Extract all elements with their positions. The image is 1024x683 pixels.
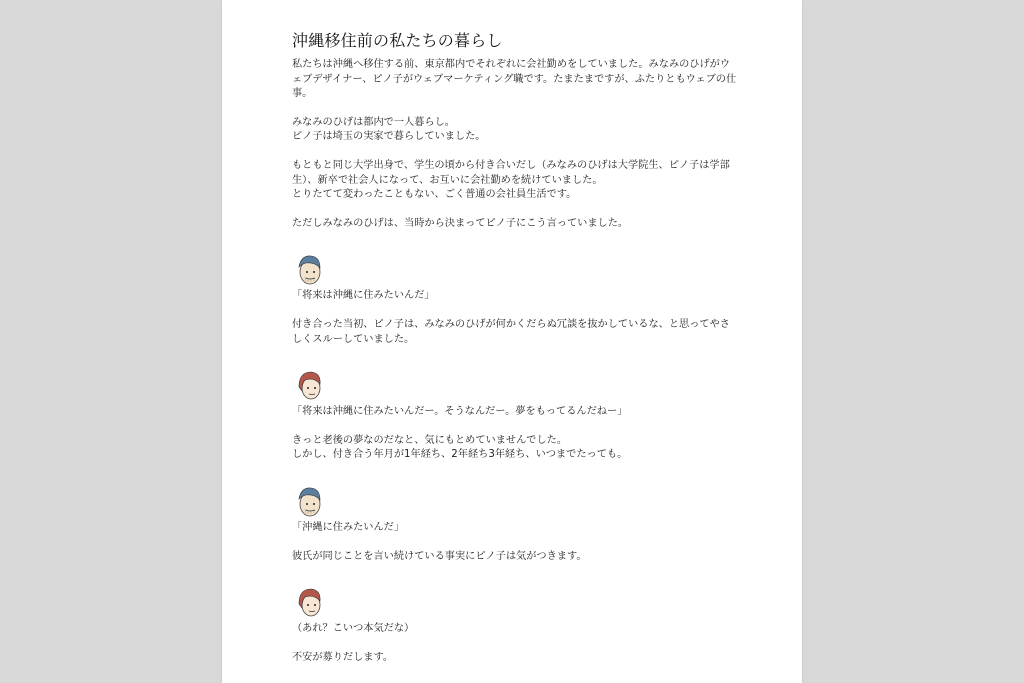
spacer	[292, 347, 737, 361]
paragraph: 不安が募りだします。	[292, 651, 394, 663]
speaker-row	[292, 586, 737, 620]
spacer	[292, 536, 737, 550]
speaker-row	[292, 253, 737, 287]
speech-quote: 「将来は沖縄に住みたいんだー。そうなんだー。夢をもってるんだねー」	[292, 406, 628, 418]
female-avatar-icon	[296, 586, 322, 618]
spacer	[292, 304, 737, 318]
spacer	[292, 231, 737, 245]
spacer	[292, 637, 737, 651]
paragraph: 私たちは沖縄へ移住する前、東京都内でそれぞれに会社勤めをしていました。みなみのひげがウェブデザイナー、ピノ子がウェブマーケティング職です。たまたまですが、ふたりともウェブの仕事。	[292, 59, 737, 100]
spacer	[292, 145, 737, 159]
speaker-row	[292, 485, 737, 519]
female-avatar-icon	[296, 369, 322, 401]
paragraph: 付き合った当初、ピノ子は、みなみのひげが何かくだらぬ冗談を抜かしているな、と思ってやさしくスルーしていました。	[292, 318, 730, 345]
document-page	[222, 0, 802, 683]
speech-quote: 「将来は沖縄に住みたいんだ」	[292, 290, 435, 302]
spacer	[292, 203, 737, 217]
article-title: 沖縄移住前の私たちの暮らし	[292, 31, 503, 50]
paragraph: もともと同じ大学出身で、学生の頃から付き合いだし（みなみのひげは大学院生、ピノ子は学部生）、新卒で社会人になって、お互いに会社勤めを続けていました。 とりたてて変わったこともない、ごく普通の会社員生活です。	[292, 159, 730, 201]
spacer	[292, 420, 737, 434]
spacer	[292, 102, 737, 116]
speaker-row	[292, 369, 737, 403]
spacer	[292, 564, 737, 578]
spacer	[292, 463, 737, 477]
speech-quote: 「沖縄に住みたいんだ」	[292, 521, 405, 533]
paragraph: 彼氏が同じことを言い続けている事実にピノ子は気がつきます。	[292, 550, 587, 562]
article	[292, 30, 737, 665]
paragraph: みなみのひげは都内で一人暮らし。 ピノ子は埼玉の実家で暮らしていました。	[292, 116, 486, 143]
paragraph: ただしみなみのひげは、当時から決まってピノ子にこう言っていました。	[292, 217, 629, 229]
paragraph: きっと老後の夢なのだなと、気にもとめていませんでした。 しかし、付き合う年月が1年経ち、2年経ち3年経ち、いつまでたっても。	[292, 434, 628, 461]
speech-quote: （あれ？こいつ本気だな）	[292, 623, 415, 635]
male-avatar-icon	[296, 485, 322, 517]
male-avatar-icon	[296, 253, 322, 285]
